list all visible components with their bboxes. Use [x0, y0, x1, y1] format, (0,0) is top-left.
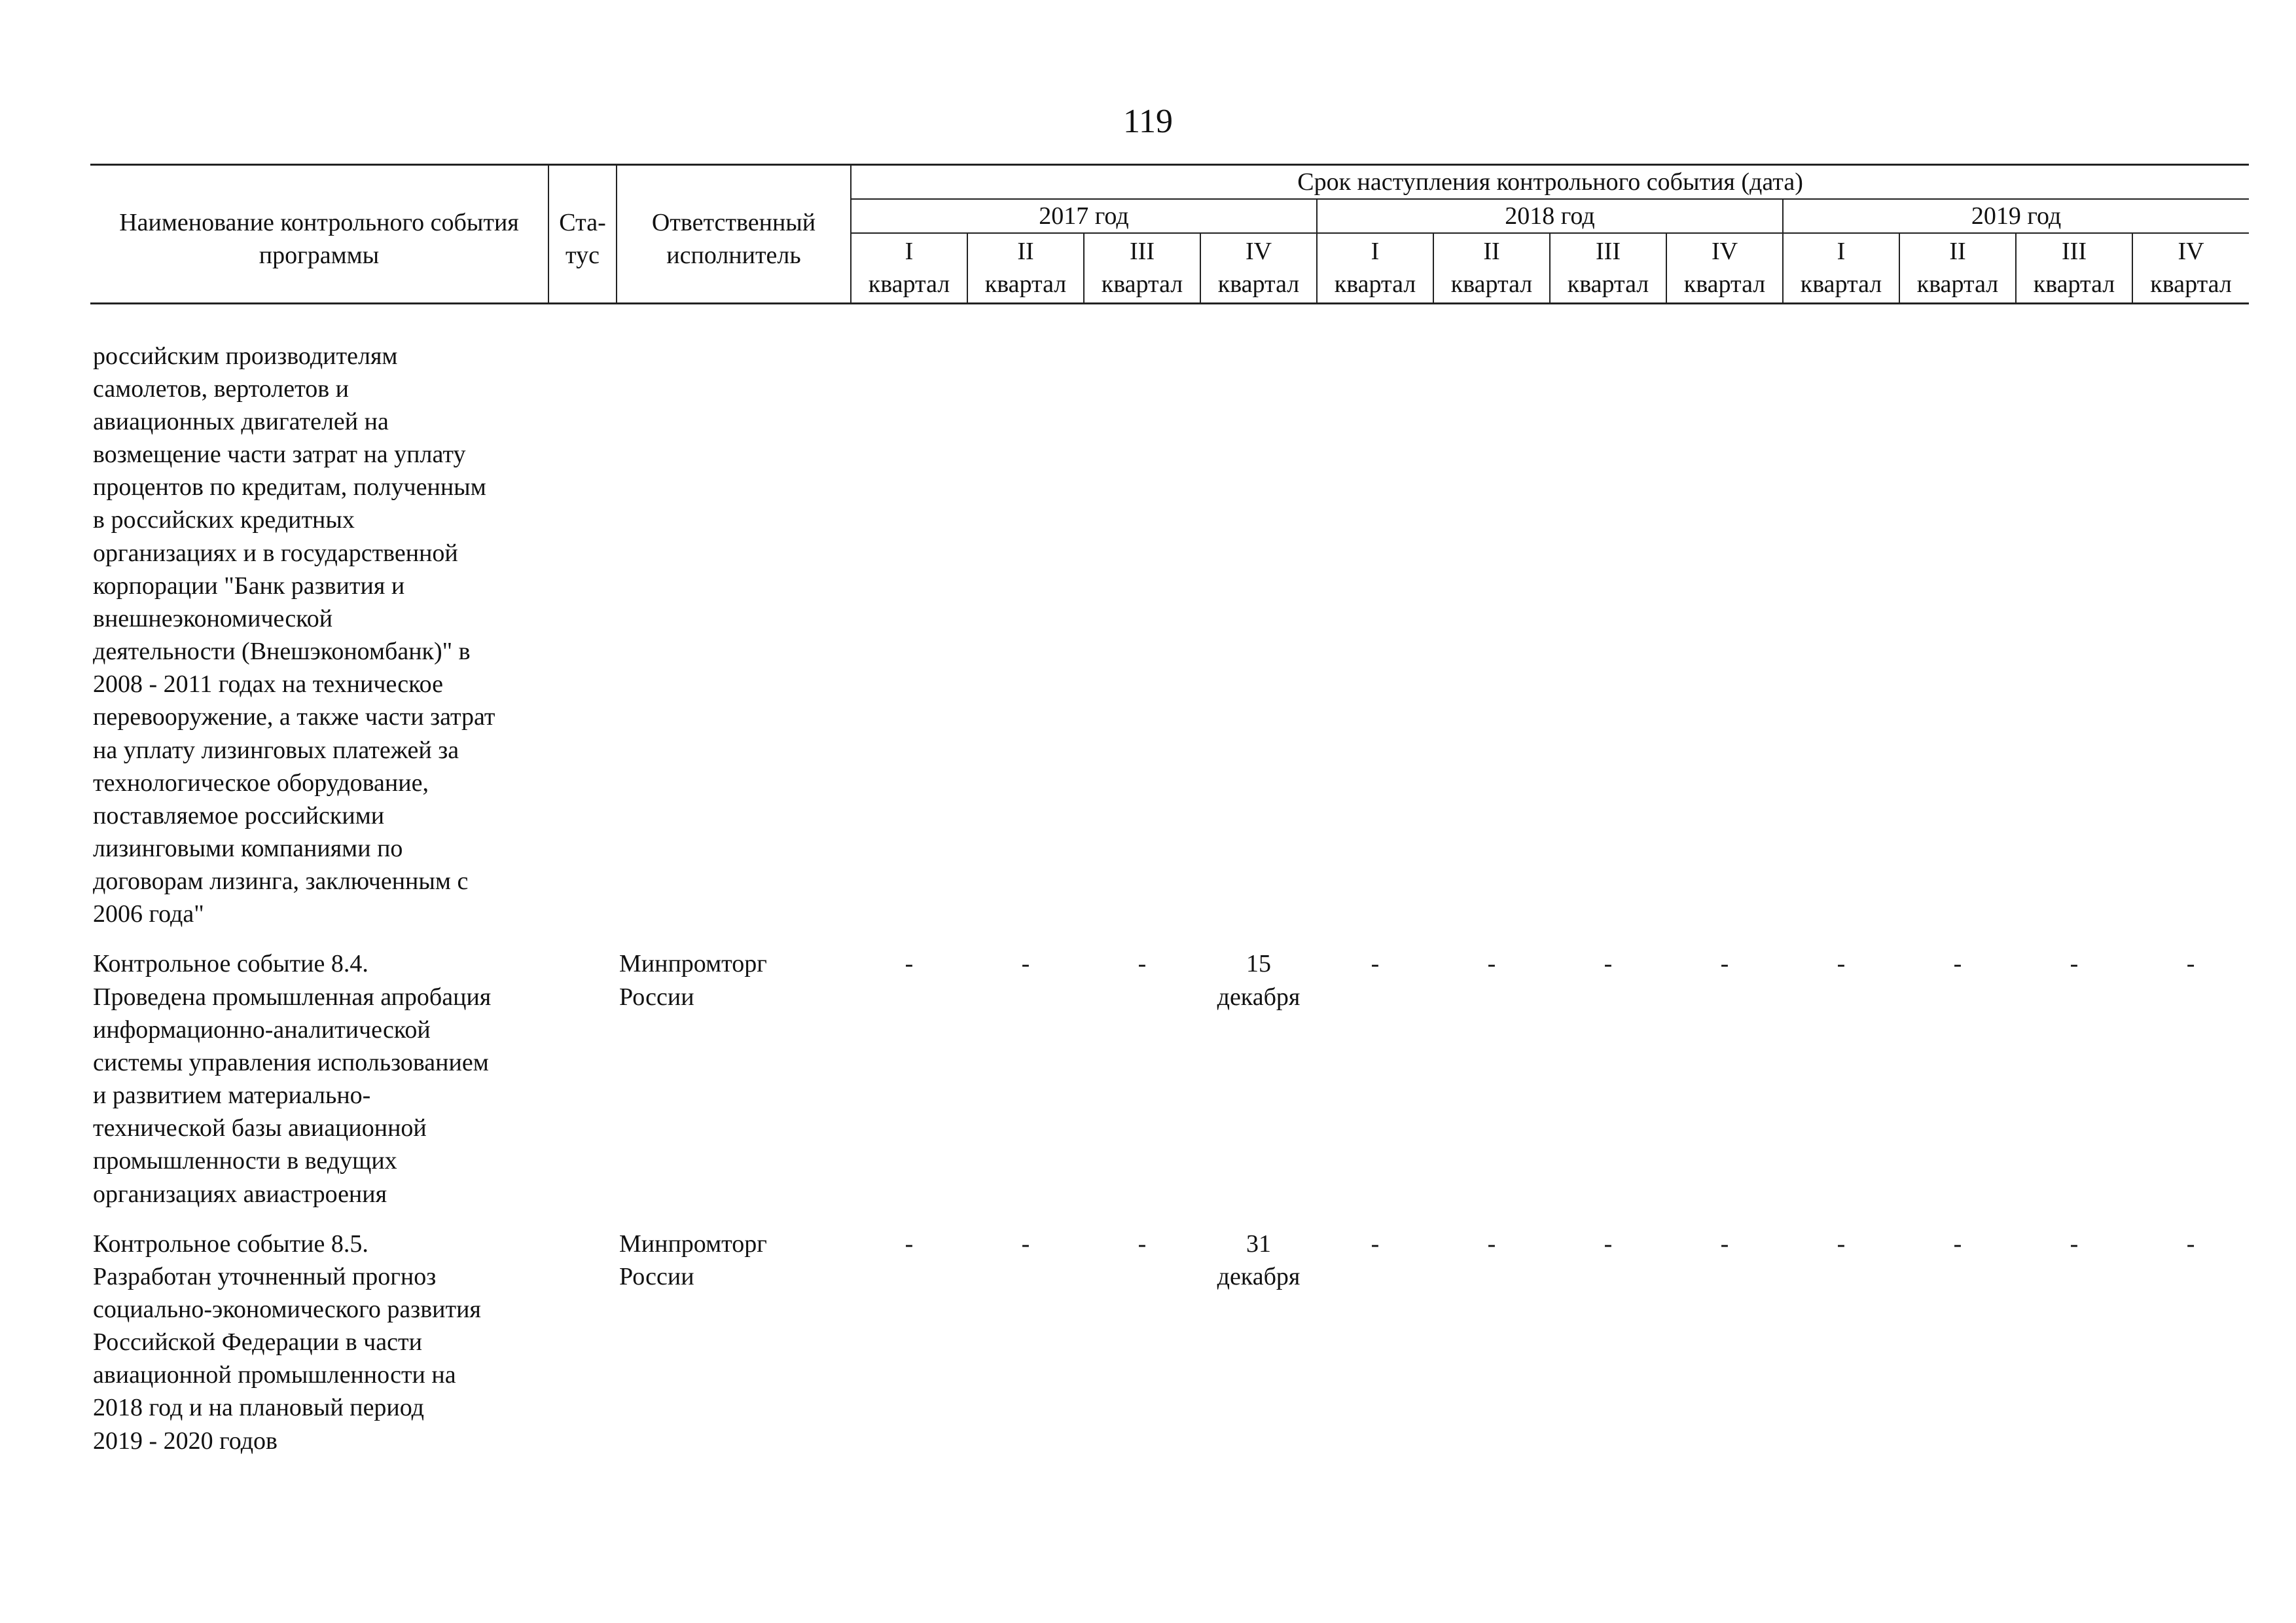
quarter-date-line: - [1604, 1230, 1613, 1258]
event-name-line: информационно-аналитической [93, 1015, 431, 1044]
quarter-word: квартал [1084, 268, 1200, 303]
quarter-date-cell [1550, 1228, 1666, 1457]
quarter-date-line: - [905, 1230, 914, 1258]
quarter-date-cell [2016, 340, 2132, 948]
event-name-line: деятельности (Внешэкономбанк)" в [93, 638, 471, 666]
event-name-line: возмещение части затрат на уплату [93, 441, 466, 469]
quarter-date-cell [1433, 1228, 1550, 1457]
responsible-line: России [619, 1262, 694, 1290]
quarter-date-cell [851, 1228, 967, 1457]
responsible-cell [617, 1228, 851, 1457]
quarter-date-cell [1084, 340, 1200, 948]
quarter-date-cell [1666, 340, 1783, 948]
quarter-date-cell [1433, 340, 1550, 948]
table-row [90, 947, 2249, 1227]
event-name-line: Контрольное событие 8.4. [93, 950, 368, 978]
event-name-cell [90, 947, 548, 1227]
quarter-date-cell [1084, 947, 1200, 1227]
quarter-date-cell [967, 340, 1084, 948]
quarter-numeral: I [1783, 233, 1899, 268]
quarter-numeral: IV [1200, 233, 1317, 268]
quarter-date-line: - [905, 950, 914, 978]
quarter-date-line: - [1487, 950, 1496, 978]
quarter-date-line: - [1720, 1230, 1729, 1258]
event-name-line: 2018 год и на плановый период [93, 1394, 425, 1422]
quarter-word: квартал [1666, 268, 1783, 303]
event-name-line: внешнеэкономической [93, 604, 333, 632]
quarter-date-line: 31 [1246, 1230, 1271, 1258]
quarter-word: квартал [1317, 268, 1433, 303]
quarter-numeral: III [1084, 233, 1200, 268]
event-name-line: лизинговыми компаниями по [93, 834, 403, 862]
quarter-word: квартал [851, 268, 967, 303]
quarter-date-line: - [1487, 1230, 1496, 1258]
quarter-date-cell [1550, 340, 1666, 948]
quarter-date-line: - [1837, 1230, 1846, 1258]
year-header-2019: 2019 год [1783, 199, 2249, 233]
event-name-line: корпорации "Банк развития и [93, 572, 405, 600]
quarter-date-cell [967, 1228, 1084, 1457]
event-name-line: самолетов, вертолетов и [93, 374, 350, 403]
deadline-group-header: Срок наступления контрольного события (дата) [851, 165, 2249, 200]
quarter-date-line: - [1371, 1230, 1380, 1258]
quarter-date-cell [1433, 947, 1550, 1227]
event-name-line: в российских кредитных [93, 506, 355, 534]
quarter-date-cell [1899, 340, 2016, 948]
quarter-date-cell [1200, 1228, 1317, 1457]
quarter-numeral: III [2016, 233, 2132, 268]
event-name-line: организациях и в государственной [93, 539, 458, 567]
quarter-word: квартал [1783, 268, 1899, 303]
event-name-line: системы управления использованием [93, 1048, 489, 1076]
table-header [90, 165, 2249, 304]
event-name-line: на уплату лизинговых платежей за [93, 736, 459, 764]
event-name-line: организациях авиастроения [93, 1180, 387, 1208]
event-name-cell [90, 1228, 548, 1457]
quarter-date-line: 15 [1246, 950, 1271, 978]
status-cell [548, 1228, 617, 1457]
responsible-column-header [617, 165, 851, 304]
quarter-date-line: - [1371, 950, 1380, 978]
quarter-date-line: - [1138, 950, 1147, 978]
table-body [90, 303, 2249, 1457]
quarter-numeral: II [1899, 233, 2016, 268]
quarter-date-line: - [1021, 1230, 1030, 1258]
quarter-word: квартал [1200, 268, 1317, 303]
event-name-line: российским производителям [93, 342, 398, 370]
quarter-date-cell [1899, 947, 2016, 1227]
event-name-line: 2006 года" [93, 900, 204, 928]
responsible-line: России [619, 983, 694, 1011]
quarter-date-line: - [1720, 950, 1729, 978]
quarter-word: квартал [967, 268, 1084, 303]
control-events-table [90, 164, 2249, 1457]
status-column-header [548, 165, 617, 304]
event-name-line: процентов по кредитам, полученным [93, 473, 486, 501]
table-row [90, 340, 2249, 948]
quarter-date-cell [1550, 947, 1666, 1227]
name-header-line: программы [259, 242, 380, 270]
event-name-line: 2008 - 2011 годах на техническое [93, 670, 443, 699]
event-name-line: договорам лизинга, заключенным с [93, 867, 469, 896]
event-name-line: и развитием материально- [93, 1082, 371, 1110]
quarter-date-cell [2132, 1228, 2249, 1457]
quarter-date-cell [1084, 1228, 1200, 1457]
event-name-line: авиационной промышленности на [93, 1361, 456, 1389]
quarter-date-line: - [1021, 950, 1030, 978]
responsible-cell [617, 340, 851, 948]
quarter-date-cell [1317, 340, 1433, 948]
event-name-line: Проведена промышленная апробация [93, 983, 492, 1011]
quarter-date-cell [1783, 947, 1899, 1227]
quarter-date-line: - [1953, 950, 1962, 978]
quarter-date-line: - [1138, 1230, 1147, 1258]
quarter-date-cell [1666, 1228, 1783, 1457]
status-header-line: тус [565, 242, 600, 270]
event-name-line: социально-экономического развития [93, 1296, 481, 1323]
quarter-numeral: IV [2132, 233, 2249, 268]
quarter-numeral: I [851, 233, 967, 268]
quarter-word: квартал [1433, 268, 1550, 303]
quarter-date-cell [1200, 947, 1317, 1227]
quarter-date-cell [851, 340, 967, 948]
quarter-date-line: - [1837, 950, 1846, 978]
responsible-line: Минпромторг [619, 1230, 767, 1258]
year-header-2017: 2017 год [851, 199, 1317, 233]
event-name-line: технологическое оборудование, [93, 769, 429, 797]
quarter-date-line: - [1604, 950, 1613, 978]
quarter-date-cell [967, 947, 1084, 1227]
responsible-header-line: Ответственный [651, 209, 816, 236]
quarter-date-line: - [2070, 950, 2079, 978]
year-header-2018: 2018 год [1317, 199, 1783, 233]
quarter-date-cell [1783, 1228, 1899, 1457]
event-name-line: авиационных двигателей на [93, 407, 389, 435]
status-cell [548, 340, 617, 948]
quarter-numeral: I [1317, 233, 1433, 268]
quarter-word: квартал [1899, 268, 2016, 303]
quarter-date-line: - [2070, 1230, 2079, 1258]
event-name-line: Российской Федерации в части [93, 1328, 422, 1357]
event-name-line: поставляемое российскими [93, 801, 385, 830]
quarter-numeral: IV [1666, 233, 1783, 268]
page-number: 119 [1122, 103, 1174, 140]
quarter-date-cell [1317, 947, 1433, 1227]
quarter-date-cell [2016, 947, 2132, 1227]
quarter-date-cell [1200, 340, 1317, 948]
quarter-date-cell [1899, 1228, 2016, 1457]
event-name-line: Разработан уточненный прогноз [93, 1262, 437, 1290]
quarter-word: квартал [1550, 268, 1666, 303]
name-column-header [90, 165, 548, 304]
event-name-line: Контрольное событие 8.5. [93, 1230, 368, 1258]
quarter-date-cell [2132, 947, 2249, 1227]
event-name-line: перевооружение, а также части затрат [93, 703, 495, 731]
status-cell [548, 947, 617, 1227]
quarter-numeral: II [1433, 233, 1550, 268]
event-name-line: промышленности в ведущих [93, 1147, 397, 1175]
quarter-date-line: - [2186, 950, 2195, 978]
responsible-cell [617, 947, 851, 1227]
responsible-header-line: исполнитель [666, 242, 801, 270]
status-header-line: Ста- [559, 209, 606, 236]
quarter-word: квартал [2132, 268, 2249, 303]
quarter-date-cell [1317, 1228, 1433, 1457]
quarter-date-cell [1783, 340, 1899, 948]
event-name-line: технической базы авиационной [93, 1114, 427, 1142]
quarter-date-line: - [1953, 1230, 1962, 1258]
name-header-line: Наименование контрольного события [119, 209, 519, 236]
quarter-date-cell [2016, 1228, 2132, 1457]
quarter-date-line: - [2186, 1230, 2195, 1258]
table-row [90, 1228, 2249, 1457]
event-name-line: 2019 - 2020 годов [93, 1427, 278, 1455]
quarter-word: квартал [2016, 268, 2132, 303]
quarter-numeral: II [967, 233, 1084, 268]
quarter-date-line: декабря [1217, 983, 1300, 1011]
quarter-date-line: декабря [1217, 1262, 1300, 1290]
event-name-cell [90, 340, 548, 948]
responsible-line: Минпромторг [619, 950, 767, 978]
quarter-numeral: III [1550, 233, 1666, 268]
quarter-date-cell [1666, 947, 1783, 1227]
quarter-date-cell [851, 947, 967, 1227]
quarter-date-cell [2132, 340, 2249, 948]
